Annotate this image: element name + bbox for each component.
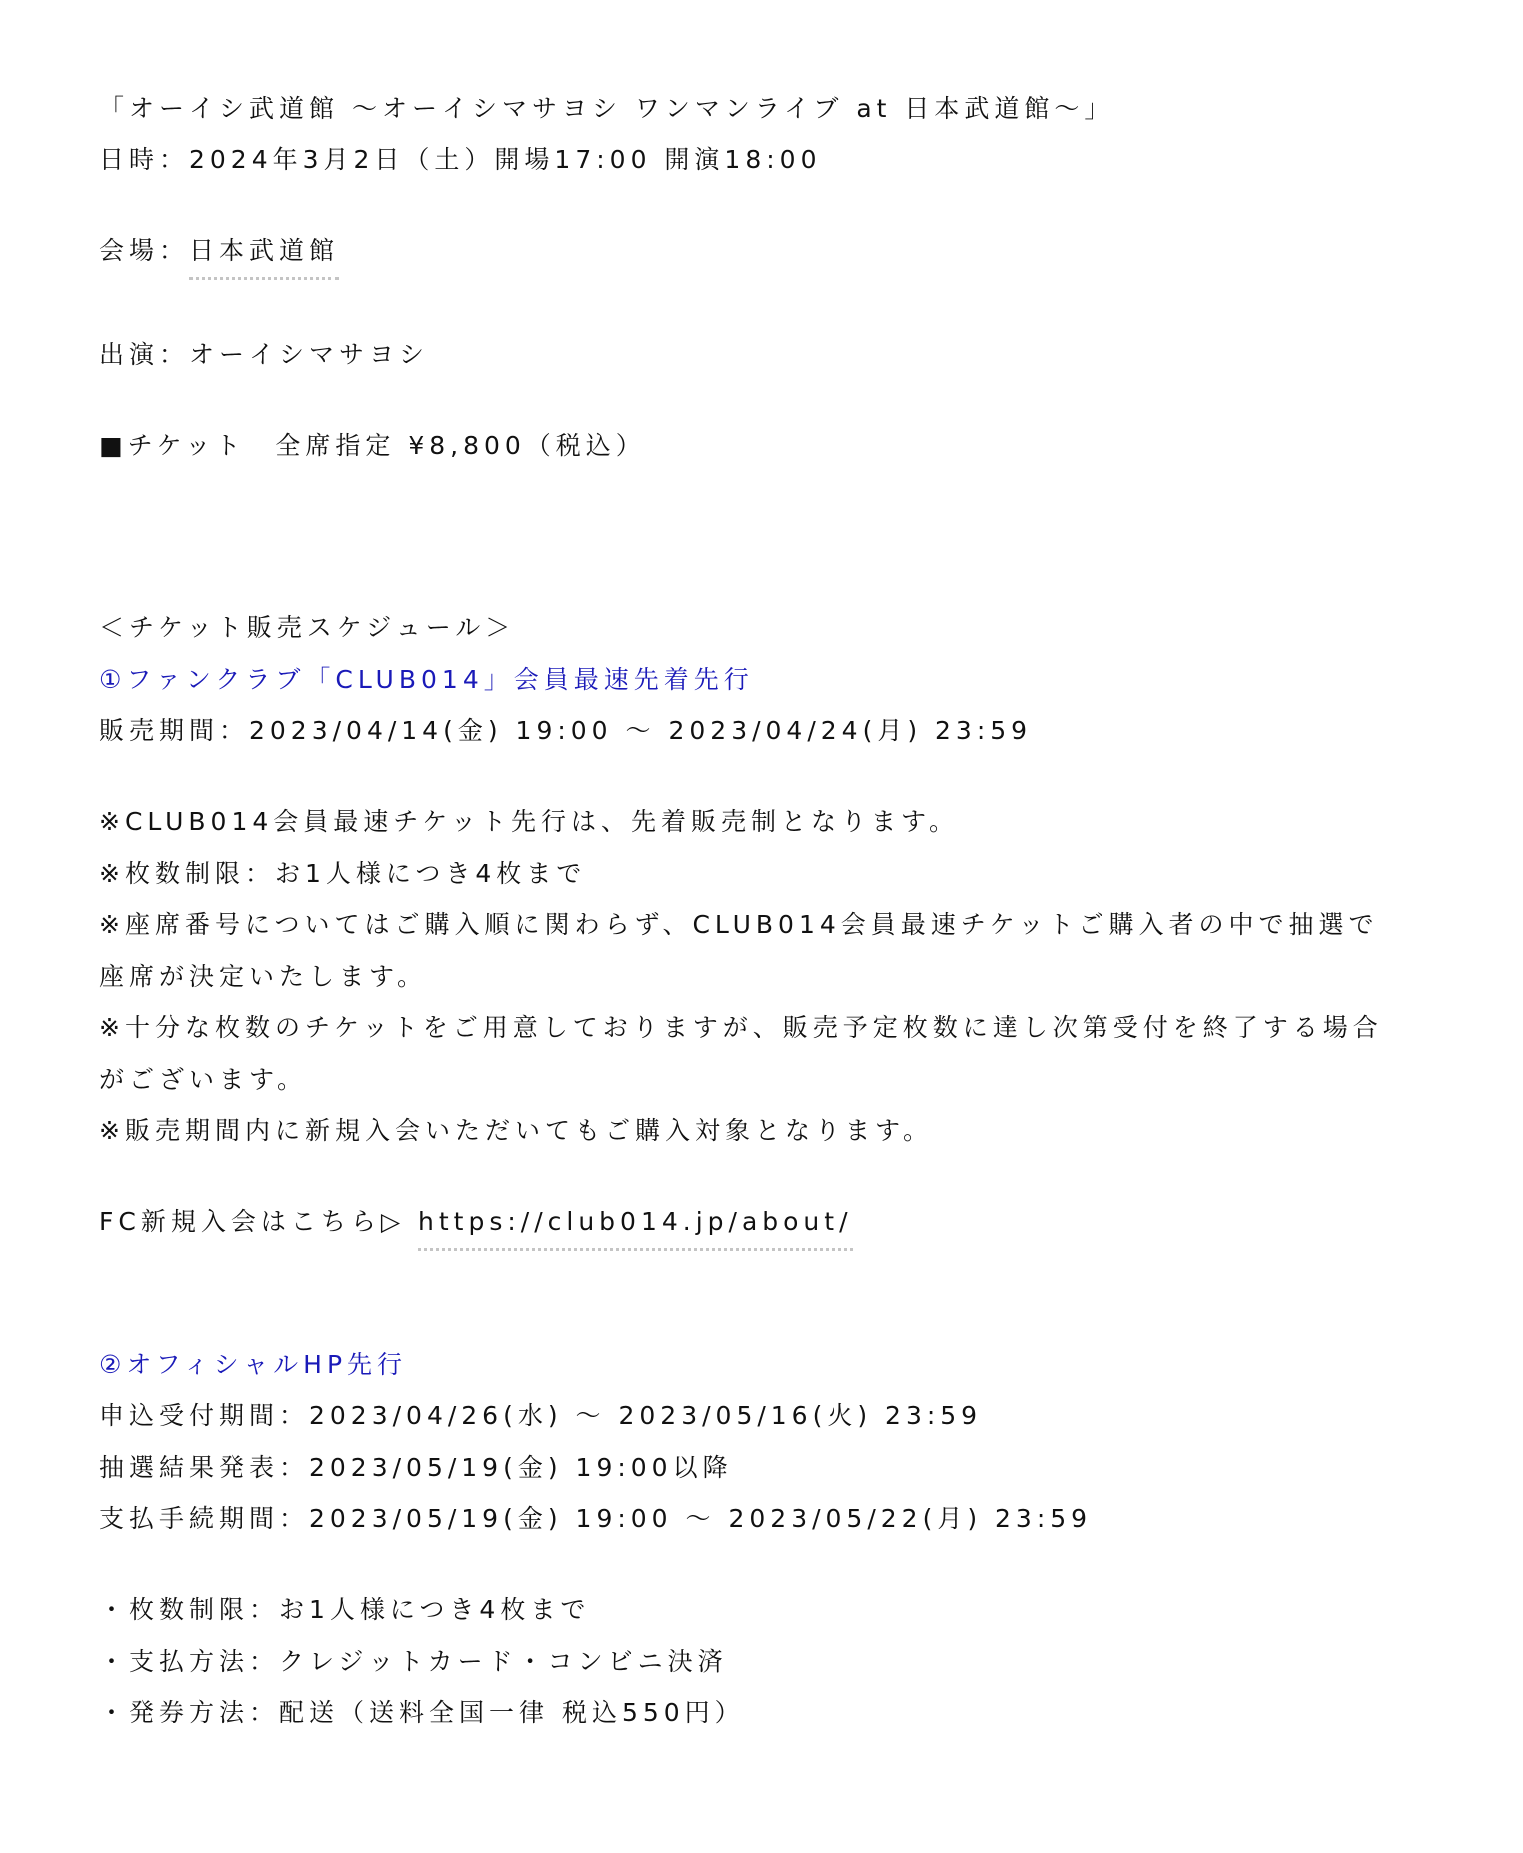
event-datetime: 日時：2024年3月2日（土）開場17:00 開演18:00 bbox=[99, 145, 822, 174]
fanclub-note: ※座席番号についてはご購入順に関わらず、CLUB014会員最速チケットご購入者の中で抽選で bbox=[99, 910, 1379, 939]
fc-join-line bbox=[99, 1205, 853, 1239]
official-payment-period: 支払手続期間：2023/05/19(金) 19:00 〜 2023/05/22(月) 23:59 bbox=[99, 1504, 1093, 1533]
official-note: ・支払方法：クレジットカード・コンビニ決済 bbox=[99, 1647, 728, 1676]
performer-line: 出演：オーイシマサヨシ bbox=[99, 340, 430, 369]
fc-join-link[interactable]: https://club014.jp/about/ bbox=[418, 1207, 852, 1251]
fanclub-note: 座席が決定いたします。 bbox=[99, 962, 428, 991]
venue-label: 会場： bbox=[99, 236, 190, 265]
official-apply-period: 申込受付期間：2023/04/26(水) 〜 2023/05/16(火) 23:59 bbox=[99, 1401, 983, 1430]
official-lottery-result: 抽選結果発表：2023/05/19(金) 19:00以降 bbox=[99, 1453, 733, 1482]
official-note: ・発券方法：配送（送料全国一律 税込550円） bbox=[99, 1698, 745, 1727]
fanclub-note: ※十分な枚数のチケットをご用意しておりますが、販売予定枚数に達し次第受付を終了する場合 bbox=[99, 1013, 1383, 1042]
fanclub-note: がございます。 bbox=[99, 1065, 308, 1094]
venue-line bbox=[99, 234, 339, 268]
fc-join-label: FC新規入会はこちら▷ bbox=[99, 1207, 406, 1236]
fanclub-note: ※販売期間内に新規入会いただいてもご購入対象となります。 bbox=[99, 1116, 933, 1145]
official-note: ・枚数制限：お1人様につき4枚まで bbox=[99, 1595, 591, 1624]
official-presale-title: ②オフィシャルHP先行 bbox=[99, 1350, 408, 1379]
schedule-heading: ＜チケット販売スケジュール＞ bbox=[99, 613, 516, 642]
fanclub-presale-title: ①ファンクラブ「CLUB014」会員最速先着先行 bbox=[99, 665, 754, 694]
event-title: 「オーイシ武道館 〜オーイシマサヨシ ワンマンライブ at 日本武道館〜」 bbox=[99, 94, 1115, 123]
fanclub-note: ※CLUB014会員最速チケット先行は、先着販売制となります。 bbox=[99, 807, 960, 836]
fanclub-sale-period: 販売期間：2023/04/14(金) 19:00 〜 2023/04/24(月) 23:59 bbox=[99, 716, 1033, 745]
venue-link[interactable]: 日本武道館 bbox=[189, 236, 339, 280]
fanclub-note: ※枚数制限：お1人様につき4枚まで bbox=[99, 859, 587, 888]
ticket-price-line: ■チケット 全席指定 ¥8,800（税込） bbox=[99, 431, 646, 460]
